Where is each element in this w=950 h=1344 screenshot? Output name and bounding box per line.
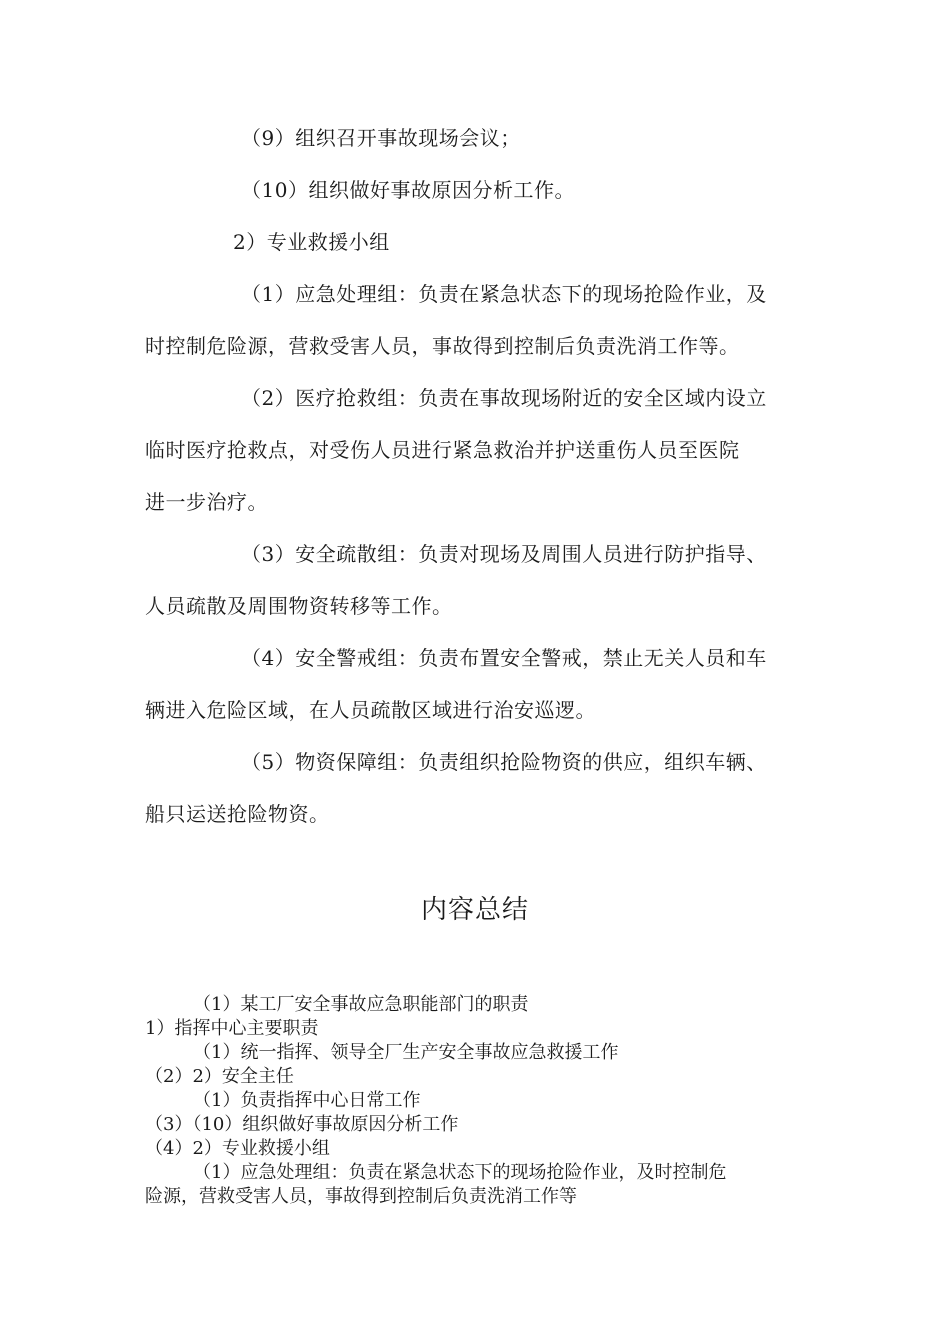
paragraph-evacuation-line1: （3）安全疏散组：负责对现场及周围人员进行防护指导、 (241, 542, 767, 566)
paragraph-supplies-line2: 船只运送抢险物资。 (145, 802, 330, 826)
paragraph-medical-line1: （2）医疗抢救组：负责在事故现场附近的安全区域内设立 (241, 386, 767, 410)
paragraph-10: （10）组织做好事故原因分析工作。 (241, 178, 575, 202)
summary-line: （1）负责指挥中心日常工作 (193, 1090, 421, 1111)
summary-line: （2）2）安全主任 (145, 1066, 294, 1087)
paragraph-evacuation-line2: 人员疏散及周围物资转移等工作。 (145, 594, 453, 618)
paragraph-medical-line2: 临时医疗抢救点，对受伤人员进行紧急救治并护送重伤人员至医院 (145, 438, 740, 462)
summary-list (145, 993, 810, 1209)
paragraph-emergency-handling-line2: 时控制危险源，营救受害人员，事故得到控制后负责洗消工作等。 (145, 334, 740, 358)
summary-line: （1）统一指挥、领导全厂生产安全事故应急救援工作 (193, 1042, 619, 1063)
paragraph-supplies-line1: （5）物资保障组：负责组织抢险物资的供应，组织车辆、 (241, 750, 767, 774)
paragraph-guard-line1: （4）安全警戒组：负责布置安全警戒，禁止无关人员和车 (241, 646, 767, 670)
summary-line: 1）指挥中心主要职责 (145, 1018, 319, 1039)
paragraph-9: （9）组织召开事故现场会议； (241, 126, 521, 150)
section-heading-rescue-groups: 2）专业救援小组 (233, 230, 390, 254)
summary-line: （3）（10）组织做好事故原因分析工作 (145, 1114, 459, 1135)
paragraph-guard-line2: 辆进入危险区域，在人员疏散区域进行治安巡逻。 (145, 698, 596, 722)
summary-title: 内容总结 (420, 895, 529, 925)
summary-line: （1）应急处理组：负责在紧急状态下的现场抢险作业，及时控制危 (193, 1162, 727, 1183)
summary-line: 险源，营救受害人员，事故得到控制后负责洗消工作等 (145, 1186, 577, 1207)
summary-line: （4）2）专业救援小组 (145, 1138, 330, 1159)
summary-line: （1）某工厂安全事故应急职能部门的职责 (193, 994, 529, 1015)
paragraph-medical-line3: 进一步治疗。 (145, 490, 268, 514)
paragraph-emergency-handling-line1: （1）应急处理组：负责在紧急状态下的现场抢险作业，及 (241, 282, 767, 306)
